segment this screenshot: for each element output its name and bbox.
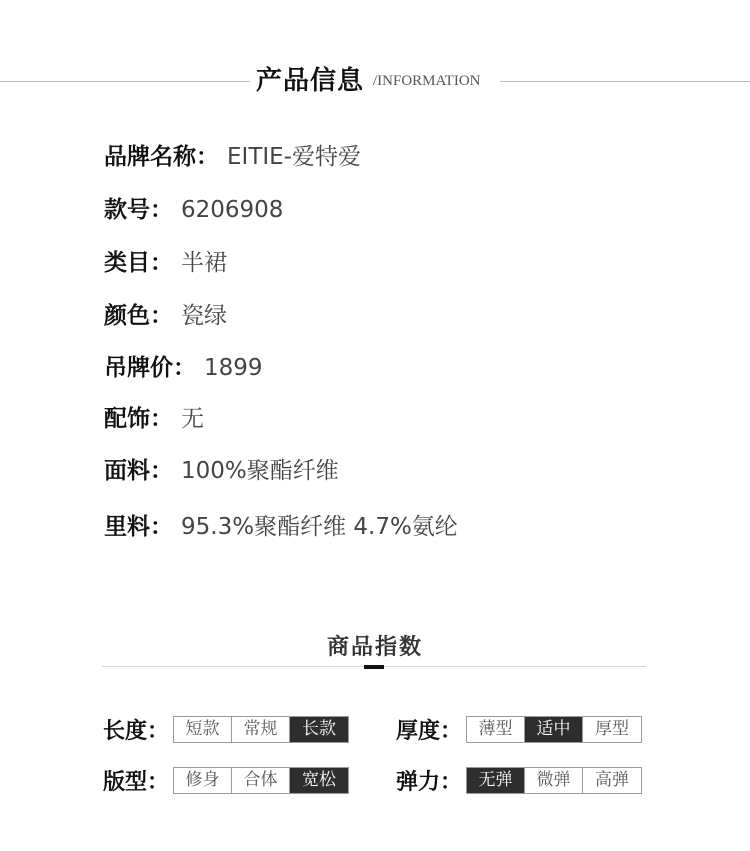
info-colon: ： — [173, 355, 196, 381]
scale-option[interactable]: 厚型 — [595, 719, 629, 739]
scale-option[interactable]: 宽松 — [290, 768, 348, 793]
info-colon: ： — [150, 303, 173, 329]
scale-option[interactable]: 合体 — [232, 768, 290, 793]
info-value: 瓷绿 — [181, 303, 227, 329]
info-row-category — [104, 244, 227, 277]
scale-option[interactable]: 长款 — [290, 717, 348, 742]
info-label: 颜色 — [104, 303, 150, 329]
scale-length — [173, 716, 349, 743]
scale-label-text: 弹力 — [396, 770, 441, 795]
scale-option[interactable]: 常规 — [232, 717, 290, 742]
scale-label-elasticity — [396, 765, 462, 796]
info-value: 无 — [181, 406, 204, 432]
scale-thickness — [466, 716, 642, 743]
scale-label-fit — [103, 765, 169, 796]
scale-option[interactable]: 适中 — [525, 717, 583, 742]
scale-option[interactable]: 薄型 — [467, 717, 525, 742]
scale-elasticity — [466, 767, 642, 794]
info-colon: ： — [150, 197, 173, 223]
info-colon: ： — [150, 514, 173, 540]
scale-colon: ： — [147, 719, 170, 744]
scale-option[interactable]: 高弹 — [595, 770, 629, 790]
index-title: 商品指数 — [326, 635, 423, 660]
info-label: 吊牌价 — [104, 355, 173, 381]
info-value: 95.3%聚酯纤维 4.7%氨纶 — [181, 514, 458, 540]
scale-colon: ： — [440, 719, 463, 744]
info-colon: ： — [196, 144, 219, 170]
info-label: 里料 — [104, 514, 150, 540]
info-value: 6206908 — [181, 197, 284, 223]
scale-option[interactable]: 短款 — [174, 717, 232, 742]
scale-colon: ： — [440, 770, 463, 795]
info-label: 款号 — [104, 197, 150, 223]
info-value: EITIE-爱特爱 — [227, 144, 361, 170]
info-row-tag-price — [104, 349, 263, 382]
info-colon: ： — [150, 406, 173, 432]
info-row-lining — [104, 508, 458, 541]
info-row-style-number — [104, 191, 283, 224]
index-accent-bar — [364, 665, 384, 669]
info-value: 100%聚酯纤维 — [181, 458, 339, 484]
info-label: 品牌名称 — [104, 144, 196, 170]
scale-label-text: 版型 — [103, 770, 148, 795]
scale-label-text: 长度 — [103, 719, 148, 744]
info-colon: ： — [150, 458, 173, 484]
scale-option[interactable]: 无弹 — [467, 768, 525, 793]
info-value: 半裙 — [181, 250, 227, 276]
scale-label-length — [103, 714, 169, 745]
info-colon: ： — [150, 250, 173, 276]
info-label: 面料 — [104, 458, 150, 484]
info-value: 1899 — [204, 355, 263, 381]
scale-label-text: 厚度 — [396, 719, 441, 744]
info-row-accessories — [104, 400, 204, 433]
section-title: 产品信息 — [256, 66, 365, 96]
scale-fit — [173, 767, 349, 794]
section-subtitle: /INFORMATION — [373, 73, 481, 89]
scale-option[interactable]: 修身 — [174, 768, 232, 793]
scale-label-thickness — [396, 714, 462, 745]
scale-colon: ： — [147, 770, 170, 795]
info-row-fabric — [104, 452, 339, 485]
scale-option[interactable]: 微弹 — [525, 768, 583, 793]
info-row-color — [104, 297, 227, 330]
info-label: 配饰 — [104, 406, 150, 432]
info-label: 类目 — [104, 250, 150, 276]
info-row-brand — [104, 138, 361, 171]
